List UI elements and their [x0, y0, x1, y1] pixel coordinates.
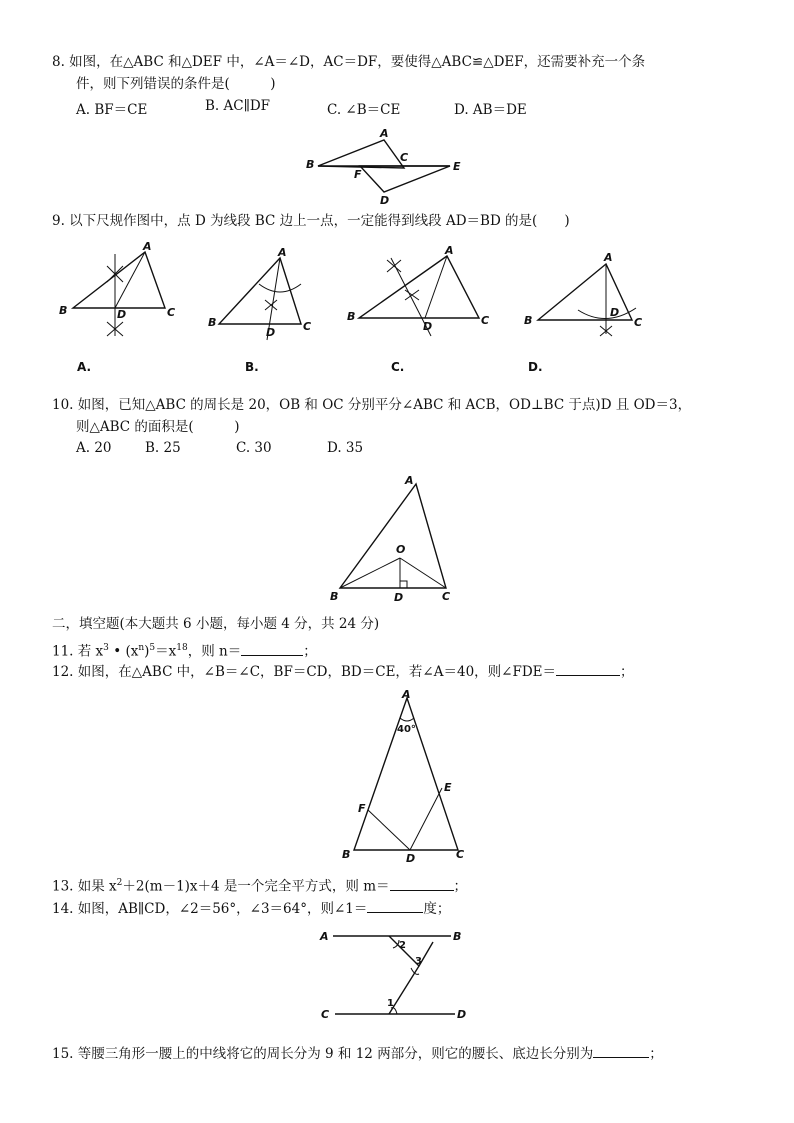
- q14-label-angle1: 1: [387, 998, 394, 1009]
- q9a-label-b: B: [59, 304, 68, 317]
- q8-label-b: B: [306, 158, 315, 171]
- q14-label-a: A: [320, 930, 329, 943]
- q10-option-d: D. 35: [327, 440, 364, 456]
- q12-end: ；: [620, 664, 634, 680]
- q8-label-e: E: [453, 160, 461, 173]
- q14-label-b: B: [453, 930, 462, 943]
- q8-option-d: D. AB＝DE: [454, 102, 527, 118]
- q10-label-o: O: [396, 543, 406, 556]
- q8-label-a: A: [380, 127, 389, 140]
- q12-text: 12. 如图，在△ABC 中，∠B＝∠C，BF＝CD，BD＝CE，若∠A＝40，则∠FDE＝: [52, 664, 557, 680]
- q11-suffix: ，则 n＝: [187, 643, 242, 660]
- q13-answer-blank[interactable]: [390, 876, 454, 891]
- q15-answer-blank[interactable]: [593, 1043, 649, 1058]
- q9a-label-d: D: [117, 308, 127, 321]
- q12-figure: [340, 688, 470, 863]
- q9-option-b-label: B.: [245, 360, 259, 374]
- q10-label-d: D: [394, 591, 404, 604]
- q8-label-f: F: [354, 168, 362, 181]
- q9-figure-d: [520, 244, 650, 374]
- q15-line: [52, 1043, 663, 1063]
- q8-triangle-abc: [318, 140, 404, 168]
- q11-answer-blank[interactable]: [241, 641, 303, 656]
- q12-label-b: B: [342, 848, 351, 861]
- q9a-label-c: C: [167, 306, 176, 319]
- q11-mid: • (x: [108, 643, 139, 660]
- section2-heading: 二，填空题(本大题共 6 小题，每小题 4 分，共 24 分): [52, 616, 380, 632]
- q9c-arc-marks-top: [387, 260, 401, 272]
- q9c-segment-ad: [425, 256, 447, 318]
- q13-prefix: 13. 如果 x: [52, 878, 117, 895]
- q9a-label-a: A: [143, 240, 152, 253]
- q9d-label-b: B: [524, 314, 533, 327]
- q8-option-b: B. AC∥DF: [205, 98, 271, 114]
- q12-label-c: C: [456, 848, 465, 861]
- q13-rest: ＋2(m－1)x＋4 是一个完全平方式，则 m＝: [122, 878, 390, 895]
- q9b-arc: [259, 284, 301, 292]
- q9b-label-c: C: [303, 320, 312, 333]
- q13-exp: 2: [116, 878, 123, 888]
- q8-label-c: C: [400, 151, 409, 164]
- q12-segment-de: [410, 788, 442, 850]
- q11-exp3: 5: [149, 643, 156, 653]
- q9c-label-d: D: [423, 320, 433, 333]
- q14-label-angle2: 2: [399, 940, 406, 951]
- q10-figure: [330, 470, 470, 605]
- q14-answer-blank[interactable]: [367, 898, 423, 913]
- q10-label-c: C: [442, 590, 451, 603]
- q11-mid2: ): [144, 643, 150, 660]
- q14-figure: [315, 924, 475, 1024]
- q13-end: ；: [453, 878, 468, 895]
- q9c-label-c: C: [481, 314, 490, 327]
- q10-option-c: C. 30: [236, 440, 272, 456]
- q14-end: 度；: [423, 901, 451, 917]
- q8-figure: [300, 128, 470, 210]
- q10-label-a: A: [405, 474, 414, 487]
- q9b-label-a: A: [278, 246, 287, 259]
- q14-label-angle3: 3: [415, 956, 422, 967]
- q10-right-angle-mark: [400, 581, 407, 588]
- q11-end: ；: [303, 643, 317, 660]
- q12-answer-blank[interactable]: [556, 661, 620, 676]
- q14-label-d: D: [457, 1008, 467, 1021]
- q10-line1: 10. 如图，已知△ABC 的周长是 20，OB 和 OC 分别平分∠ABC 和 ACB，OD⊥BC 于点)D 且 OD＝3，: [52, 397, 692, 413]
- q10-segment-ob: [340, 558, 400, 588]
- q12-segment-fd: [368, 810, 410, 850]
- q11-exp2: n: [138, 643, 145, 653]
- q9-figure-c: [345, 244, 495, 374]
- q11-exp1: 3: [103, 643, 109, 653]
- q11-exp4: 18: [176, 643, 188, 653]
- q9d-label-d: D: [610, 306, 620, 319]
- q11-line: [52, 639, 317, 661]
- q9-option-a-label: A.: [77, 360, 92, 374]
- q9d-label-c: C: [634, 316, 643, 329]
- q10-label-b: B: [330, 590, 339, 603]
- q15-text: 15. 等腰三角形一腰上的中线将它的周长分为 9 和 12 两部分，则它的腰长、底边长分别为: [52, 1046, 594, 1062]
- q9c-label-b: B: [347, 310, 356, 323]
- q12-angle-label: 40°: [397, 724, 416, 735]
- q8-line2: 件，则下列错误的条件是( ): [76, 76, 276, 92]
- q12-label-a: A: [402, 688, 411, 701]
- q9b-label-b: B: [208, 316, 217, 329]
- q12-label-f: F: [358, 802, 366, 815]
- q9-figure-a: [55, 240, 185, 374]
- q10-option-a: A. 20: [76, 440, 112, 456]
- q14-text: 14. 如图，AB∥CD，∠2＝56°，∠3＝64°，则∠1＝: [52, 901, 368, 917]
- q9a-segment-ad: [115, 252, 145, 308]
- q9-line1: 9. 以下尺规作图中，点 D 为线段 BC 边上一点，一定能得到线段 AD＝BD 的是( ): [52, 213, 570, 229]
- q10-option-b: B. 25: [145, 440, 181, 456]
- q8-label-d: D: [380, 194, 390, 207]
- q12-angle-arc: [400, 718, 414, 721]
- q12-label-d: D: [406, 852, 416, 865]
- q9c-label-a: A: [445, 244, 454, 257]
- q9c-triangle: [359, 256, 479, 318]
- q10-line2: 则△ABC 的面积是( ): [76, 419, 240, 435]
- q9-option-d-label: D.: [528, 360, 543, 374]
- q9b-arc-marks: [265, 300, 277, 310]
- q9d-label-a: A: [604, 251, 613, 264]
- q12-line: [52, 661, 634, 681]
- q9-figure-b: [205, 244, 325, 374]
- q13-line: [52, 874, 467, 896]
- q11-prefix: 11. 若 x: [52, 643, 104, 660]
- q10-triangle-abc: [340, 484, 446, 588]
- q8-line1: 8. 如图，在△ABC 和△DEF 中，∠A＝∠D，AC＝DF，要使得△ABC≌△DEF，还需要补充一个条: [52, 54, 646, 70]
- q11-mid3: ＝x: [155, 643, 177, 660]
- q8-triangle-def: [360, 166, 450, 192]
- q8-option-a: A. BF＝CE: [76, 102, 148, 118]
- q9-option-c-label: C.: [391, 360, 405, 374]
- q8-option-c: C. ∠B＝CE: [327, 102, 401, 118]
- q14-label-c: C: [321, 1008, 330, 1021]
- q12-label-e: E: [444, 781, 452, 794]
- q15-end: ；: [649, 1046, 663, 1062]
- q14-line: [52, 898, 450, 918]
- q9b-label-d: D: [266, 326, 276, 339]
